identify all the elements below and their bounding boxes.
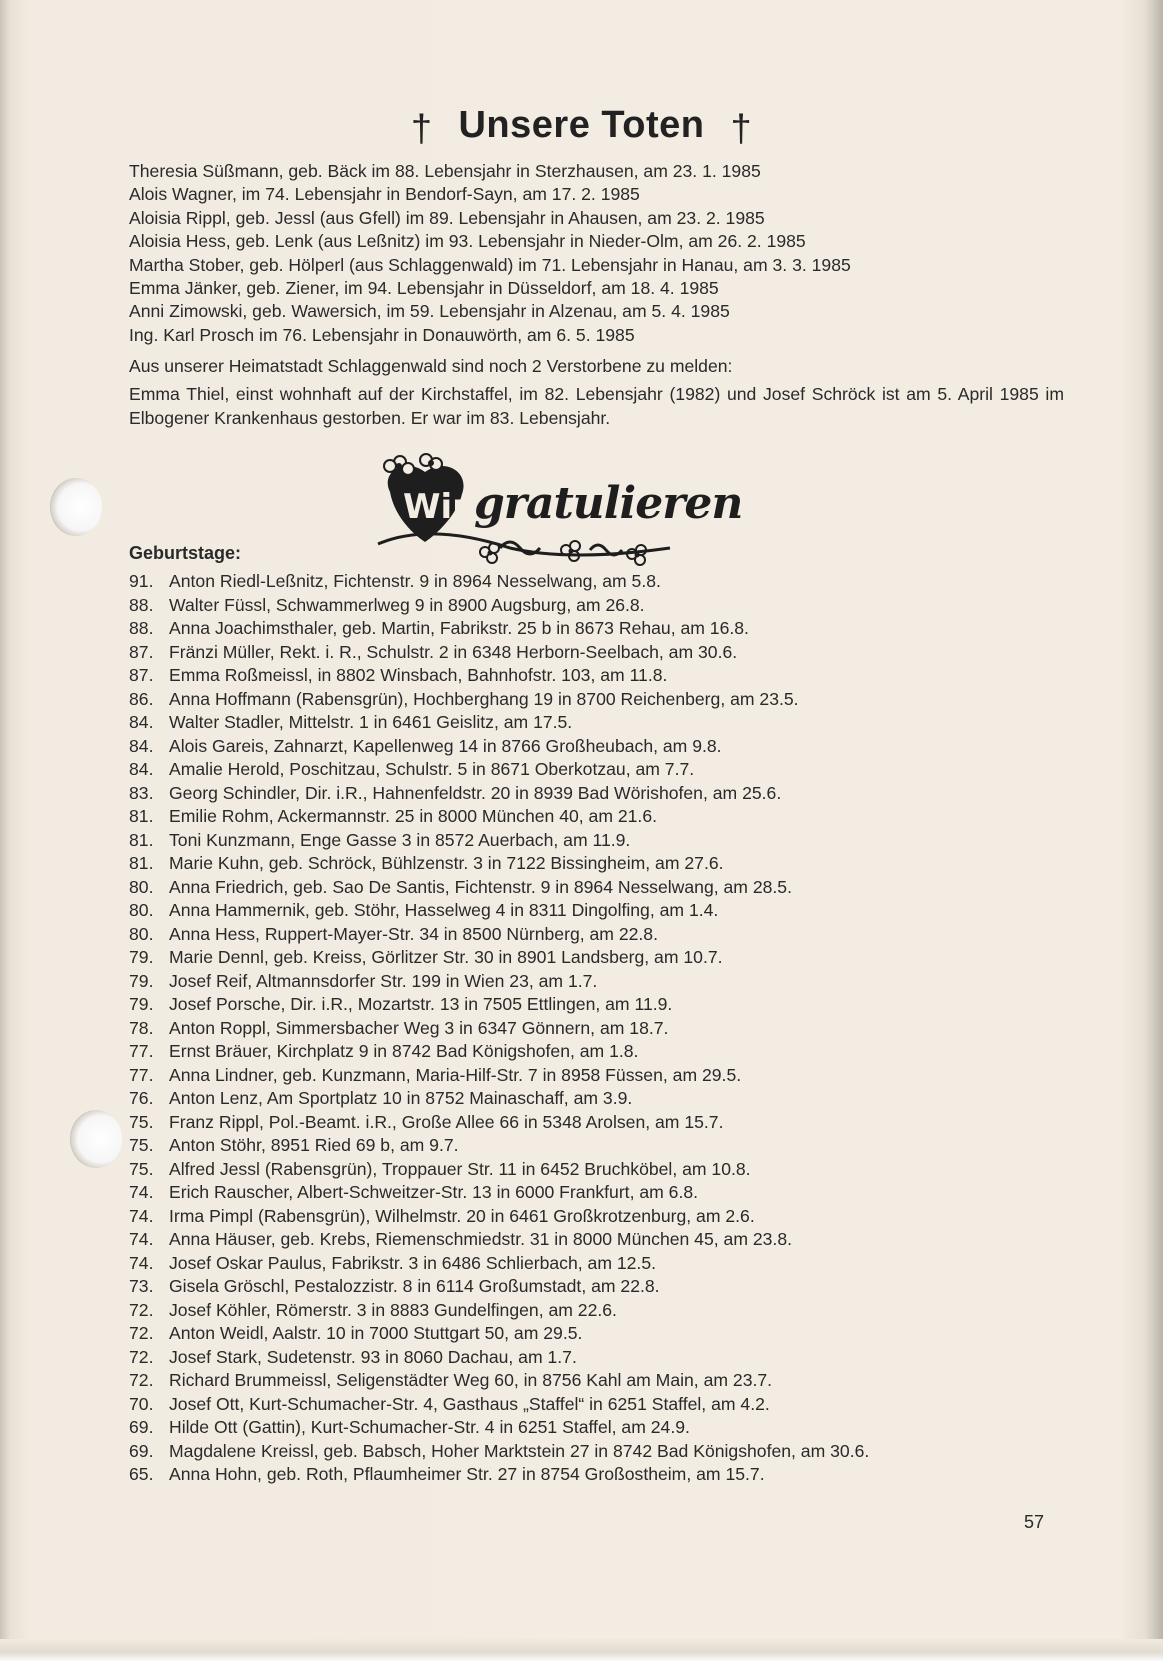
birthday-text: Alfred Jessl (Rabensgrün), Troppauer Str. 11 in 6452 Bruchköbel, am 10.8. [169, 1158, 751, 1179]
birthday-age: 75. [129, 1111, 154, 1132]
birthday-age: 72. [129, 1323, 154, 1343]
birthday-entry [129, 1322, 1089, 1346]
birthday-text: Anna Lindner, geb. Kunzmann, Maria-Hilf-Str. 7 in 8958 Füssen, am 29.5. [169, 1064, 742, 1085]
birthday-text: Anna Joachimsthaler, geb. Martin, Fabrikstr. 25 b in 8673 Rehau, am 16.8. [169, 618, 749, 638]
birthday-age: 74. [129, 1182, 154, 1202]
birthday-text: Amalie Herold, Poschitzau, Schulstr. 5 in 8671 Oberkotzau, am 7.7. [169, 759, 695, 779]
cross-right-icon: † [730, 108, 753, 150]
birthday-text: Hilde Ott (Gattin), Kurt-Schumacher-Str. 4 in 6251 Staffel, am 24.9. [169, 1417, 690, 1437]
birthday-entry [129, 1416, 1089, 1440]
birthday-age: 88. [129, 594, 154, 615]
birthday-age: 80. [129, 923, 154, 944]
page-bottom-edge [0, 1639, 1163, 1661]
birthday-text: Gisela Gröschl, Pestalozzistr. 8 in 6114 Großumstadt, am 22.8. [169, 1276, 660, 1296]
birthday-age: 69. [129, 1440, 154, 1461]
death-entry: Aloisia Rippl, geb. Jessl (aus Gfell) im 89. Lebensjahr in Ahausen, am 23. 2. 1985 [129, 207, 765, 228]
birthday-text: Walter Stadler, Mittelstr. 1 in 6461 Geislitz, am 17.5. [169, 712, 573, 732]
birthday-text: Franz Rippl, Pol.-Beamt. i.R., Große Allee 66 in 5348 Arolsen, am 15.7. [169, 1111, 724, 1132]
birthday-age: 74. [129, 1252, 154, 1273]
birthday-entry [129, 1228, 1089, 1252]
wir-gratulieren-logo [370, 452, 780, 567]
birthday-text: Josef Porsche, Dir. i.R., Mozartstr. 13 in 7505 Ettlingen, am 11.9. [169, 994, 673, 1014]
birthday-age: 77. [129, 1041, 154, 1061]
birthday-entry [129, 970, 1089, 994]
birthday-age: 74. [129, 1229, 154, 1249]
birthday-text: Anna Hammernik, geb. Stöhr, Hasselweg 4 in 8311 Dingolfing, am 1.4. [169, 900, 719, 920]
birthday-age: 79. [129, 947, 154, 967]
birthday-text: Georg Schindler, Dir. i.R., Hahnenfeldstr. 20 in 8939 Bad Wörishofen, am 25.6. [169, 782, 782, 803]
birthday-text: Josef Oskar Paulus, Fabrikstr. 3 in 6486 Schlierbach, am 12.5. [169, 1252, 656, 1273]
birthday-entry [129, 1393, 1089, 1417]
death-entry: Aloisia Hess, geb. Lenk (aus Leßnitz) im 93. Lebensjahr in Nieder-Olm, am 26. 2. 1985 [129, 231, 806, 252]
birthday-text: Anton Stöhr, 8951 Ried 69 b, am 9.7. [169, 1135, 459, 1155]
birthday-age: 75. [129, 1158, 154, 1179]
svg-text:Wir: Wir [403, 487, 469, 527]
birthday-entry [129, 1134, 1089, 1158]
page-number: 57 [1024, 1512, 1045, 1532]
note-intro: Aus unserer Heimatstadt Schlaggenwald sind noch 2 Verstorbene zu melden: [129, 356, 733, 376]
birthday-entry [129, 1181, 1089, 1205]
birthday-age: 87. [129, 641, 154, 662]
birthday-text: Ernst Bräuer, Kirchplatz 9 in 8742 Bad Königshofen, am 1.8. [169, 1041, 639, 1061]
birthday-age: 75. [129, 1135, 154, 1155]
birthday-age: 81. [129, 853, 154, 873]
birthday-entry [129, 876, 1089, 900]
birthday-age: 65. [129, 1464, 154, 1484]
birthday-age: 79. [129, 994, 154, 1014]
punch-hole-top [50, 478, 102, 536]
birthday-entry [129, 570, 1089, 594]
birthday-text: Marie Dennl, geb. Kreiss, Görlitzer Str. 30 in 8901 Landsberg, am 10.7. [169, 947, 723, 967]
birthday-text: Richard Brummeissl, Seligenstädter Weg 60, in 8756 Kahl am Main, am 23.7. [169, 1370, 773, 1390]
birthday-text: Josef Reif, Altmannsdorfer Str. 199 in Wien 23, am 1.7. [169, 970, 598, 991]
birthday-age: 70. [129, 1393, 154, 1414]
birthday-age: 83. [129, 782, 154, 803]
birthday-entry [129, 805, 1089, 829]
birthday-age: 81. [129, 829, 154, 850]
birthday-entry [129, 1463, 1089, 1487]
birthday-age: 84. [129, 759, 154, 779]
birthday-age: 72. [129, 1299, 154, 1320]
svg-text:gratulieren: gratulieren [474, 478, 743, 529]
birthday-text: Josef Stark, Sudetenstr. 93 in 8060 Dachau, am 1.7. [169, 1346, 577, 1367]
birthday-age: 87. [129, 665, 154, 685]
birthdays-list [129, 570, 1089, 1487]
birthday-age: 80. [129, 900, 154, 920]
birthday-entry [129, 1017, 1089, 1041]
birthday-age: 88. [129, 618, 154, 638]
death-entry: Emma Jänker, geb. Ziener, im 94. Lebensjahr in Düsseldorf, am 18. 4. 1985 [129, 278, 719, 299]
birthday-age: 84. [129, 712, 154, 732]
birthday-text: Walter Füssl, Schwammerlweg 9 in 8900 Augsburg, am 26.8. [169, 594, 645, 615]
birthday-entry [129, 711, 1089, 735]
birthday-entry [129, 899, 1089, 923]
birthday-entry [129, 1275, 1089, 1299]
birthday-entry [129, 1205, 1089, 1229]
birthday-entry [129, 1440, 1089, 1464]
birthday-text: Alois Gareis, Zahnarzt, Kapellenweg 14 in 8766 Großheubach, am 9.8. [169, 735, 722, 756]
birthday-text: Anna Friedrich, geb. Sao De Santis, Fichtenstr. 9 in 8964 Nesselwang, am 28.5. [169, 876, 792, 897]
title-text: Unsere Toten [458, 104, 705, 146]
birthday-text: Magdalene Kreissl, geb. Babsch, Hoher Marktstein 27 in 8742 Bad Königshofen, am 30.6. [169, 1440, 870, 1461]
birthday-age: 91. [129, 571, 154, 591]
birthday-entry [129, 1111, 1089, 1135]
birthday-entry [129, 993, 1089, 1017]
birthday-age: 76. [129, 1088, 154, 1108]
death-entry: Ing. Karl Prosch im 76. Lebensjahr in Donauwörth, am 6. 5. 1985 [129, 324, 635, 345]
birthday-entry [129, 1158, 1089, 1182]
birthday-age: 81. [129, 806, 154, 826]
birthday-text: Anna Häuser, geb. Krebs, Riemenschmiedstr. 31 in 8000 München 45, am 23.8. [169, 1229, 792, 1249]
birthday-text: Toni Kunzmann, Enge Gasse 3 in 8572 Auerbach, am 11.9. [169, 829, 631, 850]
death-entry: Anni Zimowski, geb. Wawersich, im 59. Lebensjahr in Alzenau, am 5. 4. 1985 [129, 301, 730, 322]
birthday-text: Marie Kuhn, geb. Schröck, Bühlzenstr. 3 in 7122 Bissingheim, am 27.6. [169, 853, 724, 873]
birthday-age: 86. [129, 688, 154, 709]
page-title [0, 104, 1163, 150]
birthday-entry [129, 829, 1089, 853]
birthday-entry [129, 1252, 1089, 1276]
birthday-entry [129, 1064, 1089, 1088]
birthday-age: 73. [129, 1276, 154, 1296]
birthday-entry [129, 688, 1089, 712]
death-entry: Martha Stober, geb. Hölperl (aus Schlaggenwald) im 71. Lebensjahr in Hanau, am 3. 3. 1985 [129, 254, 851, 275]
birthday-entry [129, 1299, 1089, 1323]
death-entry: Alois Wagner, im 74. Lebensjahr in Bendorf-Sayn, am 17. 2. 1985 [129, 184, 640, 205]
birthday-entry [129, 664, 1089, 688]
birthday-age: 69. [129, 1417, 154, 1437]
birthday-entry [129, 923, 1089, 947]
birthday-age: 72. [129, 1370, 154, 1390]
birthday-entry [129, 594, 1089, 618]
birthday-text: Irma Pimpl (Rabensgrün), Wilhelmstr. 20 in 6461 Großkrotzenburg, am 2.6. [169, 1205, 755, 1226]
deaths-list [129, 160, 1064, 347]
birthday-entry [129, 782, 1089, 806]
cross-left-icon: † [410, 108, 433, 150]
birthday-text: Anton Riedl-Leßnitz, Fichtenstr. 9 in 8964 Nesselwang, am 5.8. [169, 571, 661, 591]
birthday-text: Anna Hess, Ruppert-Mayer-Str. 34 in 8500 Nürnberg, am 22.8. [169, 923, 658, 944]
birthday-age: 72. [129, 1346, 154, 1367]
birthday-age: 80. [129, 876, 154, 897]
birthday-text: Anton Lenz, Am Sportplatz 10 in 8752 Mainaschaff, am 3.9. [169, 1088, 633, 1108]
note-story: Emma Thiel, einst wohnhaft auf der Kirchstaffel, im 82. Lebensjahr (1982) und Josef Schröck ist am 5. April 1985 im Elbogener Krankenhaus gestorben. Er war im 83. Lebensjahr. [129, 384, 1064, 428]
birthday-text: Anna Hoffmann (Rabensgrün), Hochberghang 19 in 8700 Reichenberg, am 23.5. [169, 688, 799, 709]
birthday-age: 77. [129, 1064, 154, 1085]
birthday-text: Anton Weidl, Aalstr. 10 in 7000 Stuttgart 50, am 29.5. [169, 1323, 583, 1343]
birthday-entry [129, 1087, 1089, 1111]
birthday-text: Anton Roppl, Simmersbacher Weg 3 in 6347 Gönnern, am 18.7. [169, 1017, 669, 1038]
birthday-entry [129, 641, 1089, 665]
birthday-age: 79. [129, 970, 154, 991]
birthday-entry [129, 852, 1089, 876]
birthday-text: Josef Köhler, Römerstr. 3 in 8883 Gundelfingen, am 22.6. [169, 1299, 617, 1320]
birthday-entry [129, 1369, 1089, 1393]
hometown-note [129, 355, 1064, 430]
birthday-age: 78. [129, 1017, 154, 1038]
birthday-entry [129, 758, 1089, 782]
birthday-text: Anna Hohn, geb. Roth, Pflaumheimer Str. 27 in 8754 Großostheim, am 15.7. [169, 1464, 765, 1484]
birthday-text: Erich Rauscher, Albert-Schweitzer-Str. 13 in 6000 Frankfurt, am 6.8. [169, 1182, 699, 1202]
birthday-text: Josef Ott, Kurt-Schumacher-Str. 4, Gasthaus „Staffel“ in 6251 Staffel, am 4.2. [169, 1393, 770, 1414]
punch-hole-bottom [70, 1110, 122, 1168]
birthday-entry [129, 946, 1089, 970]
birthday-entry [129, 617, 1089, 641]
birthday-entry [129, 735, 1089, 759]
birthday-text: Emilie Rohm, Ackermannstr. 25 in 8000 München 40, am 21.6. [169, 806, 657, 826]
birthday-entry [129, 1346, 1089, 1370]
birthday-entry [129, 1040, 1089, 1064]
birthday-age: 84. [129, 735, 154, 756]
death-entry: Theresia Süßmann, geb. Bäck im 88. Lebensjahr in Sterzhausen, am 23. 1. 1985 [129, 161, 761, 181]
birthday-text: Emma Roßmeissl, in 8802 Winsbach, Bahnhofstr. 103, am 11.8. [169, 665, 668, 685]
birthday-text: Fränzi Müller, Rekt. i. R., Schulstr. 2 in 6348 Herborn-Seelbach, am 30.6. [169, 641, 738, 662]
birthday-age: 74. [129, 1205, 154, 1226]
birthdays-heading: Geburtstage: [129, 543, 242, 563]
